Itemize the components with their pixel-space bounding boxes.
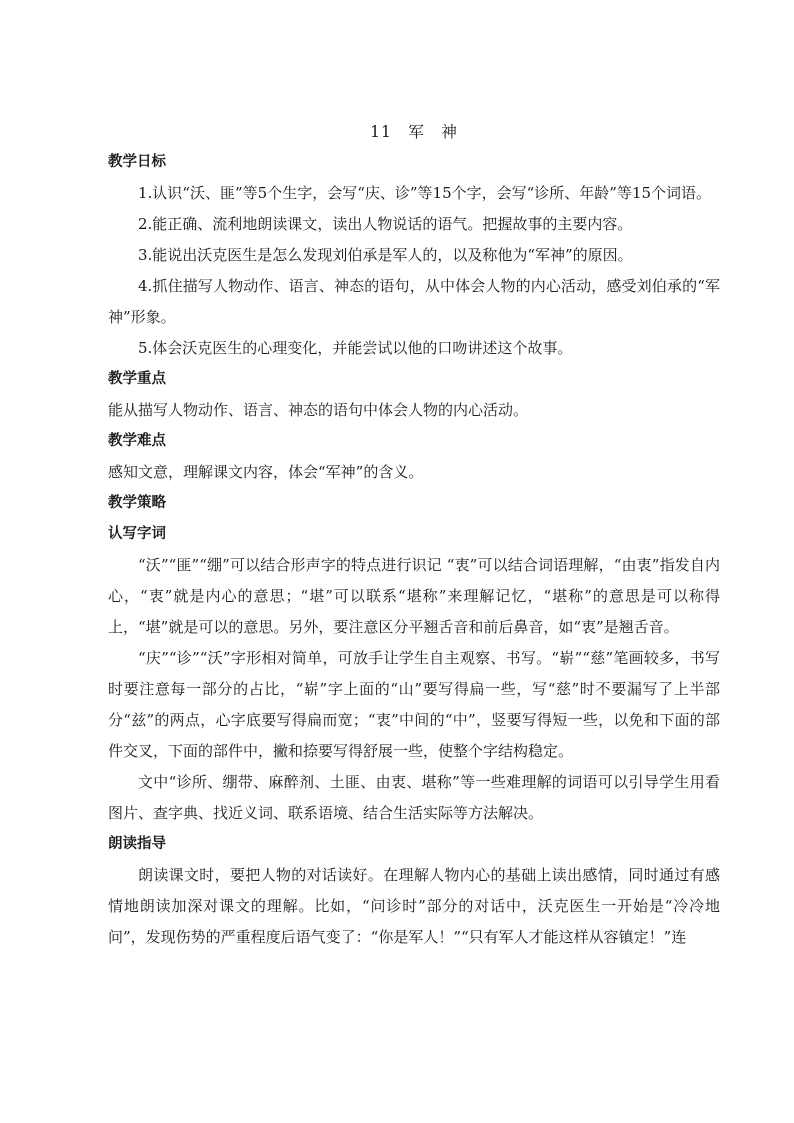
reading-paragraph-1: 朗读课文时，要把人物的对话读好。在理解人物内心的基础上读出感情，同时通过有感情地朗读加深对课文的理解。比如，“问诊时”部分的对话中，沃克医生一开始是“冷冷地问”，发现伤势的严重程度后语气变了：“你是军人！”“只有军人才能这样从容镇定！”连: [108, 866, 720, 946]
heading-key-points: 教学重点: [108, 371, 166, 387]
heading-difficulties: 教学难点: [108, 433, 166, 449]
heading-reading-guide: 朗读指导: [108, 836, 166, 852]
goal-item-2: 2.能正确、流利地朗读课文，读出人物说话的语气。把握故事的主要内容。: [138, 215, 633, 233]
lesson-title: 11 军 神: [370, 123, 458, 141]
literacy-paragraph-2: “庆”“诊”“沃”字形相对简单，可放手让学生自主观察、书写。“崭”“慈”笔画较多，书写时要注意每一部分的占比，“崭”字上面的“山”要写得扁一些，写“慈”时不要漏写了上半部分“兹”的两点，心字底要写得扁而宽；“衷”中间的“中”，竖要写得短一些，以免和下面的部件交叉，下面的部件中，撇和捺要写得舒展一些，使整个字结构稳定。: [108, 649, 720, 760]
goal-item-1: 1.认识“沃、匪”等5个生字，会写“庆、诊”等15个字，会写“诊所、年龄”等15个词语。: [138, 184, 712, 202]
key-points-text: 能从描写人物动作、语言、神态的语句中体会人物的内心活动。: [108, 401, 529, 419]
goal-item-4: 4.抓住描写人物动作、语言、神态的语句，从中体会人物的内心活动，感受刘伯承的“军神”形象。: [108, 277, 720, 326]
literacy-paragraph-1: “沃”“匪”“绷”可以结合形声字的特点进行识记 “衷”可以结合词语理解，“由衷”指发自内心，“衷”就是内心的意思；“堪”可以联系“堪称”来理解记忆，“堪称”的意思是可以称得上，“堪”就是可以的意思。另外，要注意区分平翘舌音和前后鼻音，如“衷”是翘舌音。: [108, 556, 720, 636]
heading-strategies: 教学策略: [108, 495, 166, 511]
goal-item-5: 5.体会沃克医生的心理变化，并能尝试以他的口吻讲述这个故事。: [138, 339, 573, 357]
goal-item-3: 3.能说出沃克医生是怎么发现刘伯承是军人的，以及称他为“军神”的原因。: [138, 246, 633, 264]
literacy-paragraph-3: 文中“诊所、绷带、麻醉剂、土匪、由衷、堪称”等一些难理解的词语可以引导学生用看图片、查字典、找近义词、联系语境、结合生活实际等方法解决。: [108, 773, 720, 822]
heading-teaching-goals: 教学日标: [108, 154, 166, 170]
document-page: [108, 118, 720, 953]
heading-literacy: 认写字词: [108, 526, 166, 542]
difficulties-text: 感知文意，理解课文内容，体会“军神”的含义。: [108, 463, 424, 481]
